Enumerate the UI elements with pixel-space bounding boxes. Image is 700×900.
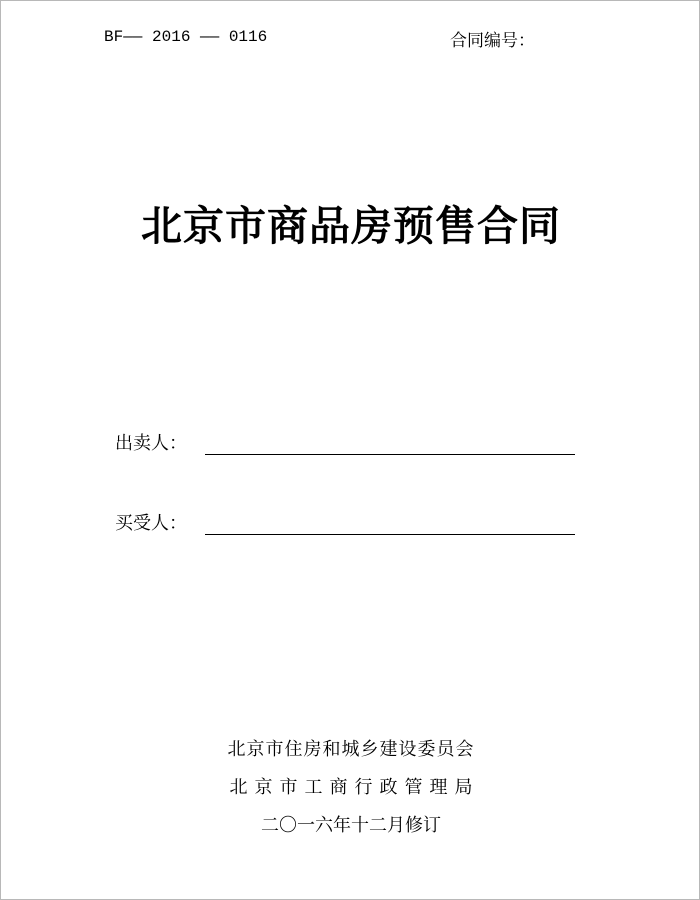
revision-date: 二〇一六年十二月修订 [261,815,441,836]
seller-fill-line[interactable] [205,454,575,455]
document-title: 北京市商品房预售合同 [141,202,561,250]
buyer-label: 买受人： [115,513,187,534]
contract-number-label: 合同编号： [450,31,535,51]
seller-label: 出卖人： [115,433,187,454]
seller-row [115,428,585,456]
form-code: BF—— 2016 —— 0116 [104,28,268,46]
issuer-industry-commerce-bureau: 北京市工商行政管理局 [229,777,480,798]
buyer-row [115,508,585,536]
buyer-fill-line[interactable] [205,534,575,535]
issuer-housing-commission: 北京市住房和城乡建设委员会 [227,739,475,760]
issuer-block [1,735,700,849]
